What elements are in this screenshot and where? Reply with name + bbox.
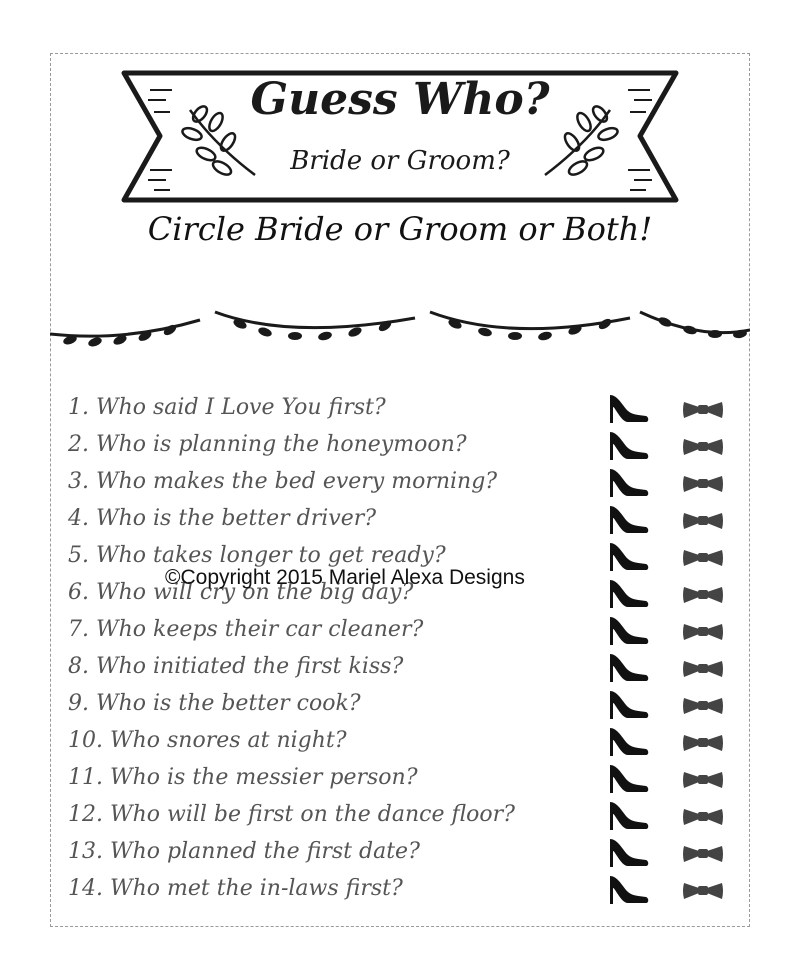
question-text: 9. Who is the better cook? — [68, 691, 361, 716]
bow-tie-icon[interactable] — [682, 398, 724, 424]
question-text: 3. Who makes the bed every morning? — [68, 469, 498, 494]
high-heel-shoe-icon[interactable] — [608, 763, 650, 799]
question-row — [68, 833, 768, 870]
question-row — [68, 426, 768, 463]
question-text: 14. Who met the in-laws first? — [68, 876, 403, 901]
bow-tie-icon[interactable] — [682, 879, 724, 905]
question-text: 6. Who will cry on the big day? — [68, 580, 414, 605]
question-row — [68, 722, 768, 759]
question-list — [68, 389, 768, 907]
question-row — [68, 611, 768, 648]
question-text: 7. Who keeps their car cleaner? — [68, 617, 424, 642]
question-text: 10. Who snores at night? — [68, 728, 347, 753]
question-text: 8. Who initiated the first kiss? — [68, 654, 404, 679]
high-heel-shoe-icon[interactable] — [608, 837, 650, 873]
high-heel-shoe-icon[interactable] — [608, 615, 650, 651]
high-heel-shoe-icon[interactable] — [608, 726, 650, 762]
bow-tie-icon[interactable] — [682, 435, 724, 461]
question-row — [68, 796, 768, 833]
title-banner — [120, 70, 680, 205]
question-row — [68, 648, 768, 685]
question-text: 11. Who is the messier person? — [68, 765, 418, 790]
banner-title: Guess Who? — [250, 74, 550, 125]
bow-tie-icon[interactable] — [682, 768, 724, 794]
bow-tie-icon[interactable] — [682, 620, 724, 646]
question-text: 5. Who takes longer to get ready? — [68, 543, 446, 568]
question-row — [68, 870, 768, 907]
question-row — [68, 463, 768, 500]
bow-tie-icon[interactable] — [682, 583, 724, 609]
question-text: 2. Who is planning the honeymoon? — [68, 432, 467, 457]
bow-tie-icon[interactable] — [682, 731, 724, 757]
bow-tie-icon[interactable] — [682, 509, 724, 535]
copyright-watermark: ©Copyright 2015 Mariel Alexa Designs — [165, 566, 525, 589]
high-heel-shoe-icon[interactable] — [608, 578, 650, 614]
high-heel-shoe-icon[interactable] — [608, 652, 650, 688]
question-row — [68, 759, 768, 796]
question-row — [68, 685, 768, 722]
vine-divider-icon — [50, 300, 750, 360]
bow-tie-icon[interactable] — [682, 657, 724, 683]
high-heel-shoe-icon[interactable] — [608, 430, 650, 466]
high-heel-shoe-icon[interactable] — [608, 467, 650, 503]
high-heel-shoe-icon[interactable] — [608, 800, 650, 836]
bow-tie-icon[interactable] — [682, 546, 724, 572]
question-text: 4. Who is the better driver? — [68, 506, 377, 531]
bow-tie-icon[interactable] — [682, 842, 724, 868]
high-heel-shoe-icon[interactable] — [608, 689, 650, 725]
high-heel-shoe-icon[interactable] — [608, 874, 650, 910]
question-row — [68, 500, 768, 537]
high-heel-shoe-icon[interactable] — [608, 393, 650, 429]
high-heel-shoe-icon[interactable] — [608, 541, 650, 577]
question-text: 12. Who will be first on the dance floor? — [68, 802, 515, 827]
question-row — [68, 389, 768, 426]
bow-tie-icon[interactable] — [682, 694, 724, 720]
high-heel-shoe-icon[interactable] — [608, 504, 650, 540]
question-text: 1. Who said I Love You first? — [68, 395, 386, 420]
bow-tie-icon[interactable] — [682, 805, 724, 831]
banner-subtitle: Bride or Groom? — [290, 146, 510, 176]
instruction-text: Circle Bride or Groom or Both! — [147, 210, 653, 248]
question-text: 13. Who planned the first date? — [68, 839, 420, 864]
bow-tie-icon[interactable] — [682, 472, 724, 498]
